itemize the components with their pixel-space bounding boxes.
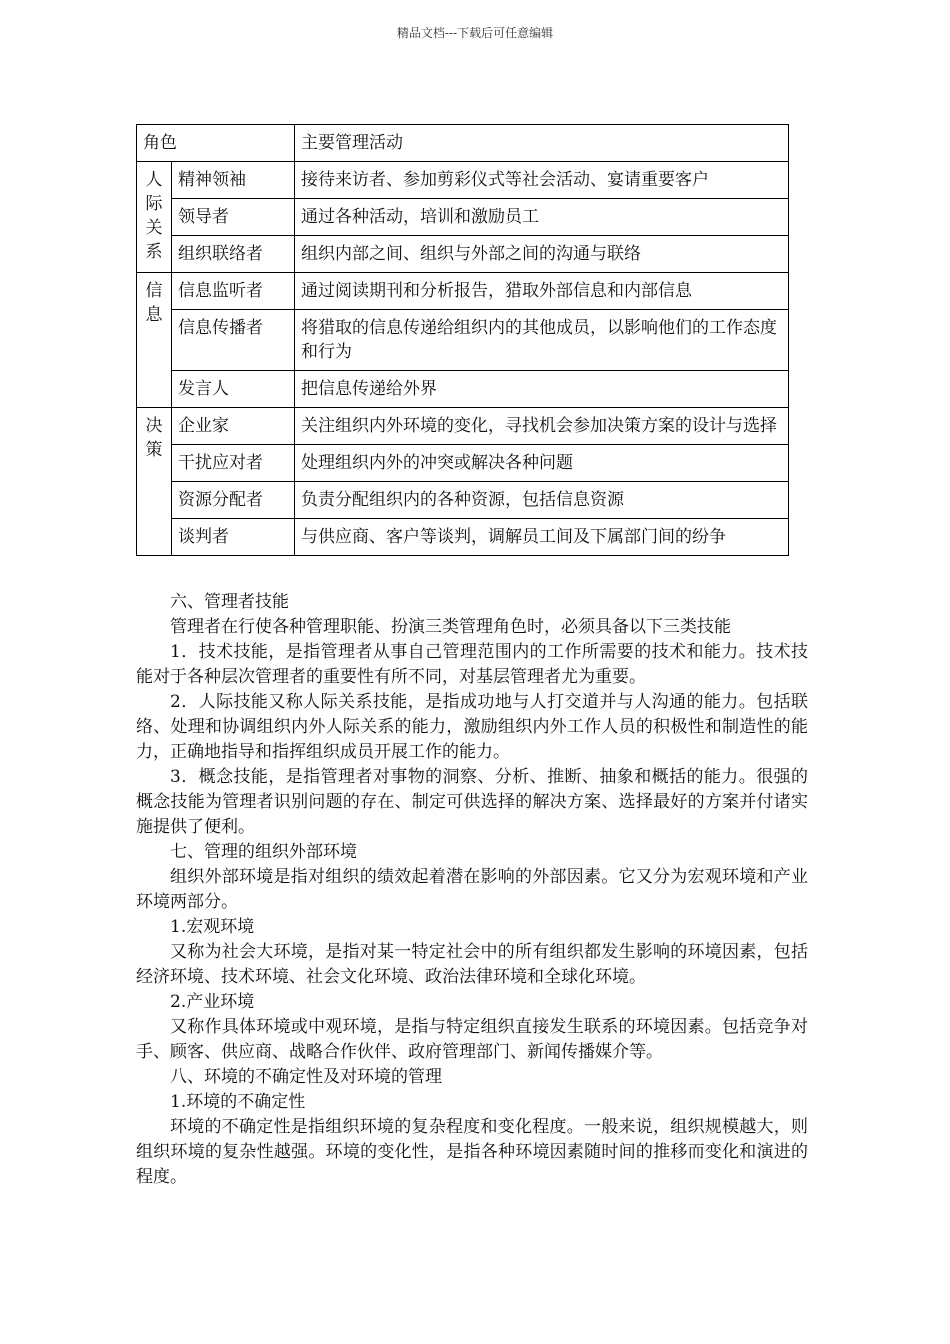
activity-cell: 接待来访者、参加剪彩仪式等社会活动、宴请重要客户 (295, 162, 789, 199)
section-heading-external-environment: 七、管理的组织外部环境 (170, 842, 357, 862)
group-cell-decision (137, 408, 172, 556)
activity-cell: 通过阅读期刊和分析报告，猎取外部信息和内部信息 (295, 273, 789, 310)
activity-cell: 组织内部之间、组织与外部之间的沟通与联络 (295, 236, 789, 273)
activity-cell: 把信息传递给外界 (295, 371, 789, 408)
section-heading-uncertainty: 八、环境的不确定性及对环境的管理 (170, 1067, 442, 1087)
table-row (137, 371, 789, 408)
subheading: 1.宏观环境 (170, 917, 255, 937)
paragraph: 又称为社会大环境，是指对某一特定社会中的所有组织都发生影响的环境因素，包括经济环境、技术环境、社会文化环境、政治法律环境和全球化环境。 (136, 942, 808, 987)
table-row (137, 273, 789, 310)
group-cell-information (137, 273, 172, 408)
role-cell: 谈判者 (172, 519, 295, 556)
section-heading-skills: 六、管理者技能 (170, 592, 289, 612)
group-label: 决策 (145, 416, 163, 460)
role-cell: 领导者 (172, 199, 295, 236)
role-cell: 资源分配者 (172, 482, 295, 519)
page-header: 精品文档---下载后可任意编辑 (396, 26, 554, 40)
activity-cell: 负责分配组织内的各种资源，包括信息资源 (295, 482, 789, 519)
table-row (137, 162, 789, 199)
subheading: 1.环境的不确定性 (170, 1092, 306, 1112)
role-cell: 信息传播者 (172, 310, 295, 371)
paragraph: 组织外部环境是指对组织的绩效起着潜在影响的外部因素。它又分为宏观环境和产业环境两部分。 (136, 867, 808, 912)
group-label: 信息 (145, 281, 163, 325)
header-role-cell: 角色 (137, 125, 295, 162)
group-label: 人际关系 (145, 170, 163, 262)
table-header-row (137, 125, 789, 162)
role-cell: 干扰应对者 (172, 445, 295, 482)
paragraph: 1．技术技能，是指管理者从事自己管理范围内的工作所需要的技术和能力。技术技能对于各种层次管理者的重要性有所不同，对基层管理者尤为重要。 (136, 642, 808, 687)
table-row (137, 199, 789, 236)
activity-cell: 与供应商、客户等谈判，调解员工间及下属部门间的纷争 (295, 519, 789, 556)
table-row (137, 310, 789, 371)
table-row (137, 482, 789, 519)
activity-cell: 将猎取的信息传递给组织内的其他成员，以影响他们的工作态度和行为 (295, 310, 789, 371)
table-row (137, 236, 789, 273)
table-row (137, 519, 789, 556)
paragraph: 又称作具体环境或中观环境，是指与特定组织直接发生联系的环境因素。包括竞争对手、顾客、供应商、战略合作伙伴、政府管理部门、新闻传播媒介等。 (136, 1017, 808, 1062)
activity-cell: 关注组织内外环境的变化，寻找机会参加决策方案的设计与选择 (295, 408, 789, 445)
table-row (137, 445, 789, 482)
subheading: 2.产业环境 (170, 992, 255, 1012)
table-row (137, 408, 789, 445)
role-cell: 精神领袖 (172, 162, 295, 199)
body-text (136, 590, 808, 1190)
role-cell: 发言人 (172, 371, 295, 408)
activity-cell: 通过各种活动，培训和激励员工 (295, 199, 789, 236)
activity-cell: 处理组织内外的冲突或解决各种问题 (295, 445, 789, 482)
group-cell-interpersonal (137, 162, 172, 273)
paragraph: 环境的不确定性是指组织环境的复杂程度和变化程度。一般来说，组织规模越大，则组织环境的复杂性越强。环境的变化性，是指各种环境因素随时间的推移而变化和演进的程度。 (136, 1117, 808, 1187)
role-cell: 企业家 (172, 408, 295, 445)
manager-roles-table (136, 124, 789, 556)
paragraph: 管理者在行使各种管理职能、扮演三类管理角色时，必须具备以下三类技能 (170, 617, 731, 637)
header-activity-cell: 主要管理活动 (295, 125, 789, 162)
role-cell: 组织联络者 (172, 236, 295, 273)
paragraph: 2．人际技能又称人际关系技能，是指成功地与人打交道并与人沟通的能力。包括联络、处理和协调组织内外人际关系的能力，激励组织内外工作人员的积极性和制造性的能力，正确地指导和指挥组织成员开展工作的能力。 (136, 692, 808, 762)
paragraph: 3．概念技能，是指管理者对事物的洞察、分析、推断、抽象和概括的能力。很强的概念技能为管理者识别问题的存在、制定可供选择的解决方案、选择最好的方案并付诸实施提供了便利。 (136, 767, 808, 837)
role-cell: 信息监听者 (172, 273, 295, 310)
